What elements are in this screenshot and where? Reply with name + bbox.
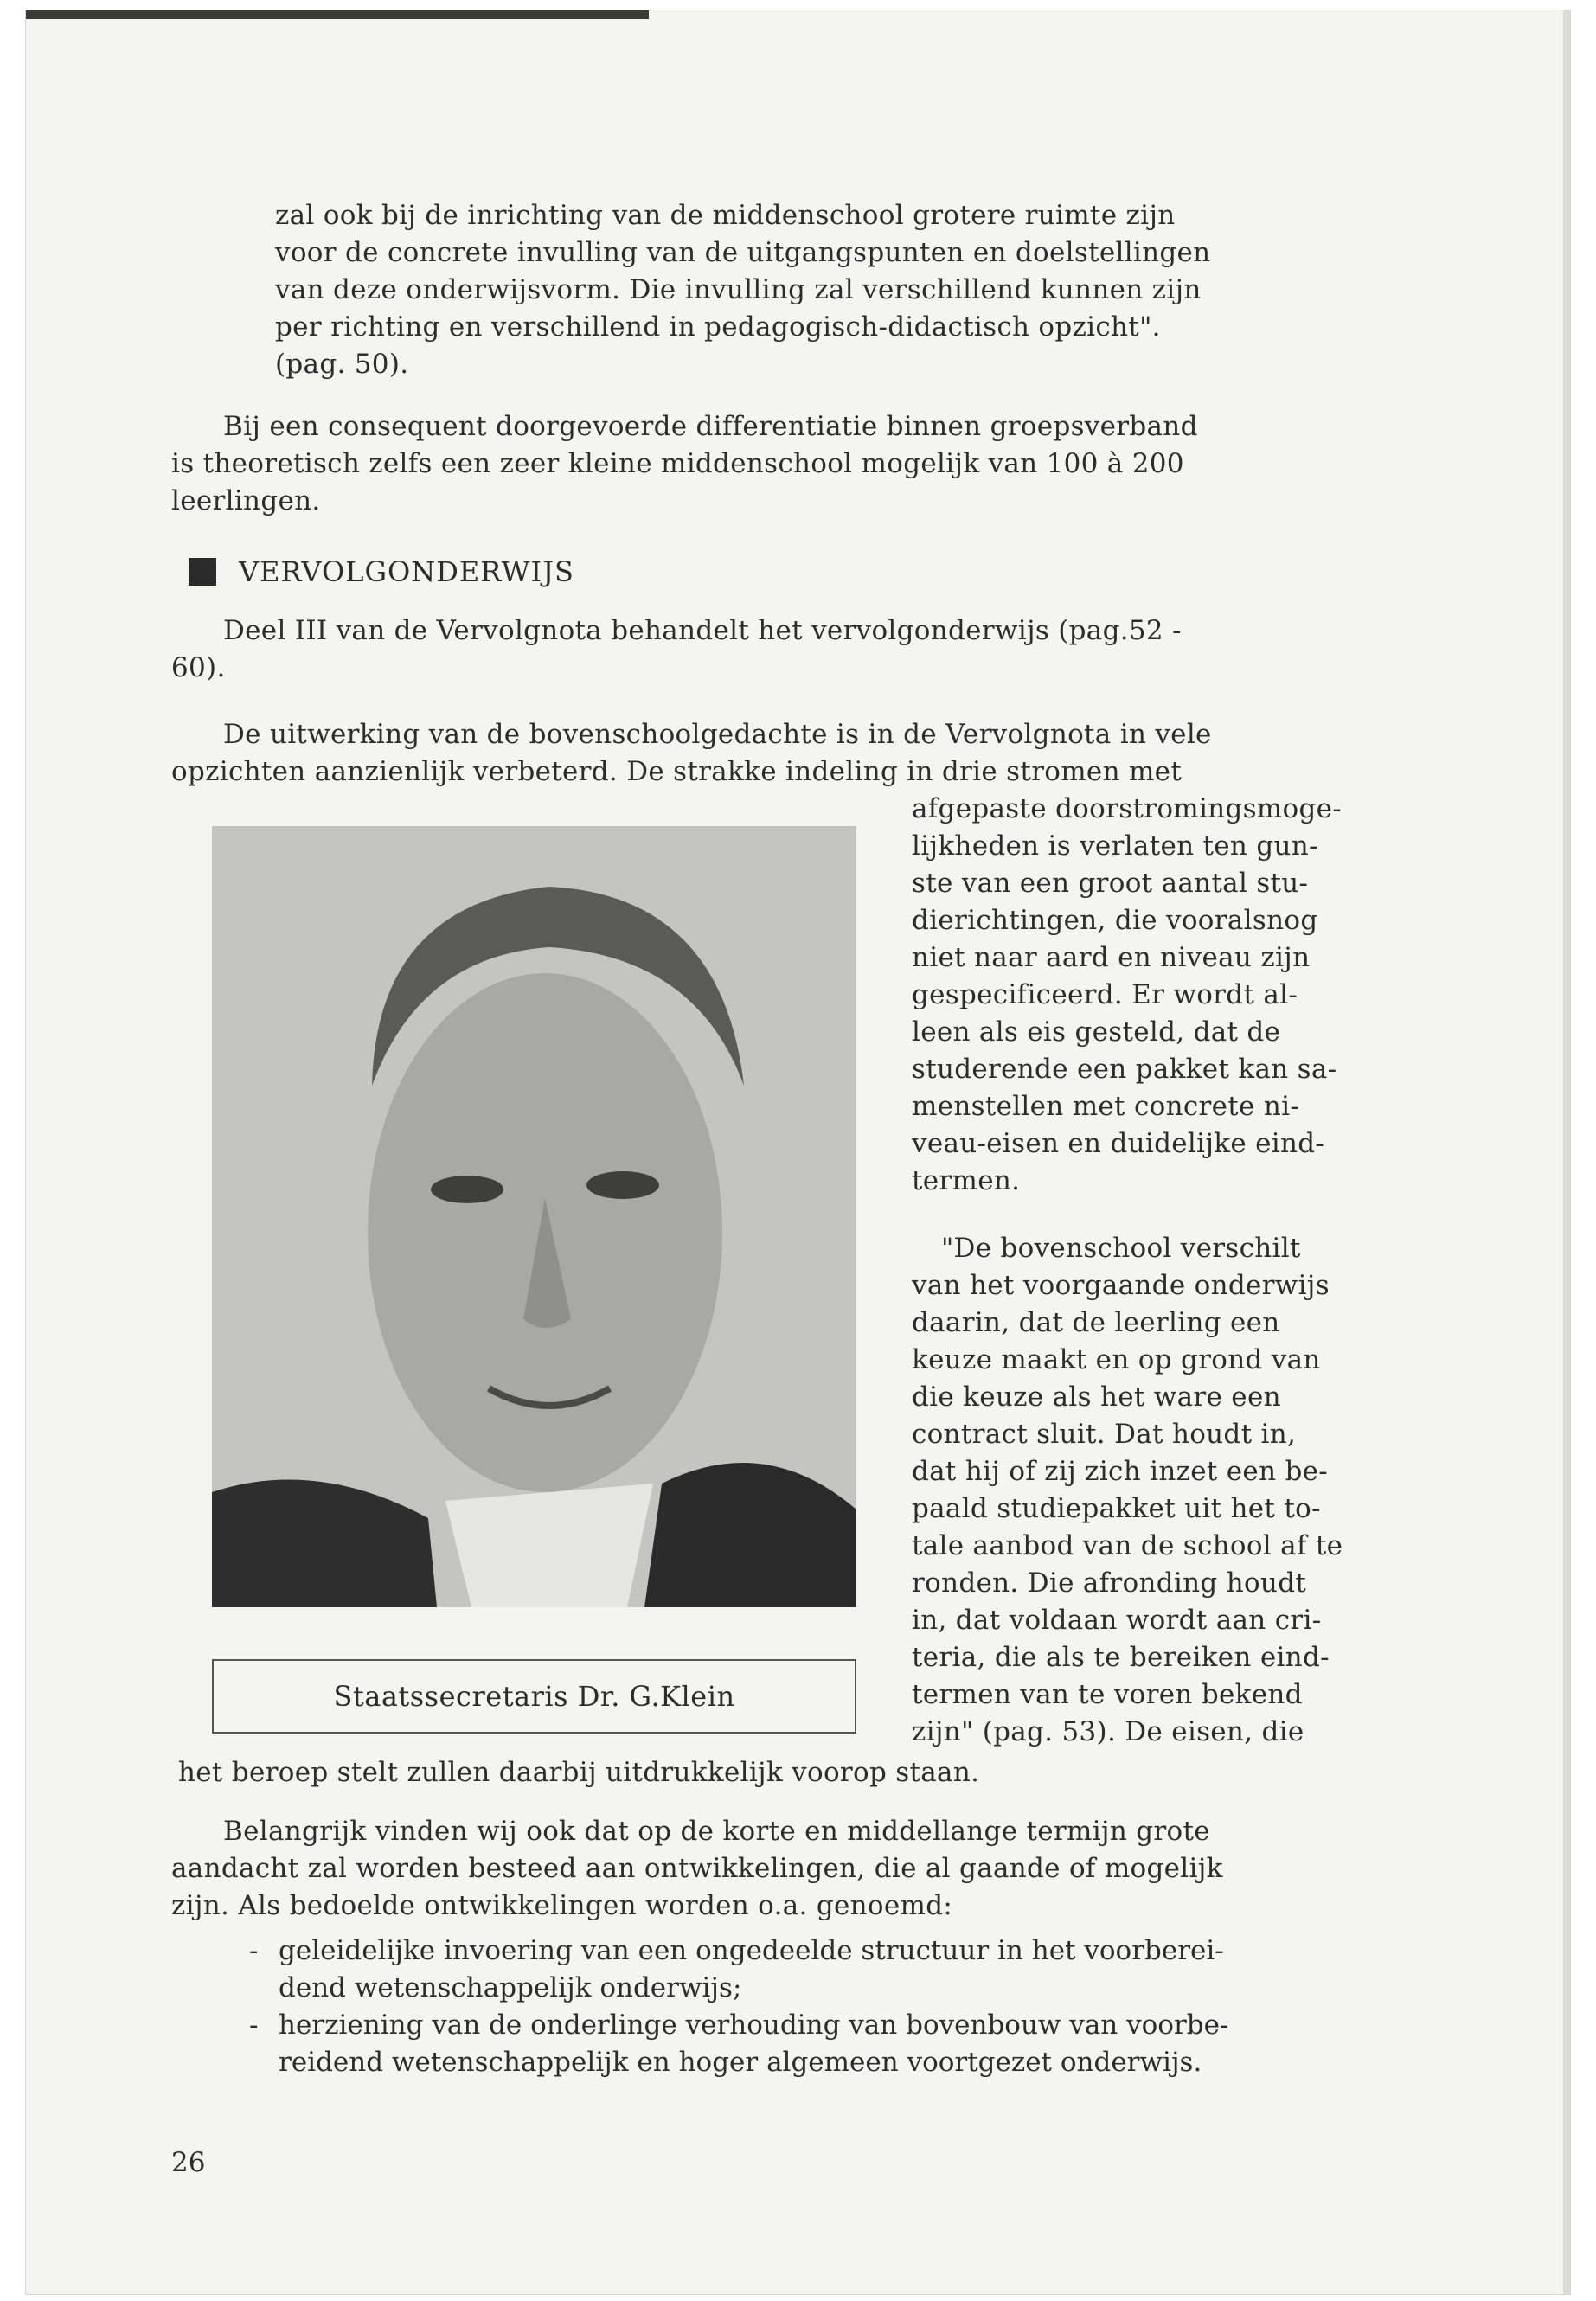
text-line: contract sluit. Dat houdt in, (912, 1419, 1297, 1450)
text-line: menstellen met concrete ni- (912, 1091, 1300, 1122)
text-line: termen. (912, 1165, 1021, 1196)
text-line: daarin, dat de leerling een (912, 1307, 1280, 1338)
paragraph-differentiatie (171, 408, 1486, 520)
text-line: gespecificeerd. Er wordt al- (912, 979, 1298, 1010)
intro-quote (275, 197, 1486, 383)
text-line: dend wetenschappelijk onderwijs; (279, 1972, 742, 2003)
text-line: per richting en verschillend in pedagogisch-didactisch opzicht". (275, 311, 1161, 343)
text-line: veau-eisen en duidelijke eind- (912, 1128, 1325, 1159)
text-line: De uitwerking van de bovenschoolgedachte is in de Vervolgnota in vele (223, 719, 1212, 750)
text-line: dat hij of zij zich inzet een be- (912, 1456, 1329, 1487)
photo-caption: Staatssecretaris Dr. G.Klein (212, 1659, 856, 1734)
text-line: niet naar aard en niveau zijn (912, 942, 1311, 973)
text-line: reidend wetenschappelijk en hoger algemeen voortgezet onderwijs. (279, 2047, 1202, 2078)
scan-edge-right (1563, 10, 1570, 2294)
text-line: "De bovenschool verschilt (941, 1233, 1301, 1264)
text-line: zal ook bij de inrichting van de middenschool grotere ruimte zijn (275, 200, 1176, 231)
text-line: teria, die als te bereiken eind- (912, 1642, 1330, 1673)
text-line: zijn" (pag. 53). De eisen, die (912, 1716, 1304, 1747)
text-line: leerlingen. (171, 485, 321, 516)
text-line: Belangrijk vinden wij ook dat op de korte en middellange termijn grote (223, 1816, 1210, 1847)
text-line: dierichtingen, die vooralsnog (912, 905, 1318, 936)
text-line: van deze onderwijsvorm. Die invulling zal verschillend kunnen zijn (275, 274, 1202, 305)
text-line: voor de concrete invulling van de uitgangspunten en doelstellingen (275, 237, 1211, 268)
square-bullet-icon (189, 558, 216, 586)
text-line: 60). (171, 652, 226, 683)
text-line: die keuze als het ware een (912, 1381, 1281, 1413)
page-number: 26 (171, 2147, 206, 2178)
text-line: keuze maakt en op grond van (912, 1344, 1321, 1375)
text-line: opzichten aanzienlijk verbeterd. De strakke indeling in drie stromen met (171, 756, 1183, 787)
text-line: Deel III van de Vervolgnota behandelt het vervolgonderwijs (pag.52 - (223, 615, 1182, 646)
document-page (26, 10, 1570, 2294)
heading-text: VERVOLGONDERWIJS (239, 555, 574, 588)
text-line: afgepaste doorstromingsmoge- (912, 793, 1343, 824)
text-line: geleidelijke invoering van een ongedeelde structuur in het voorberei- (279, 1935, 1224, 1966)
text-line: ronden. Die afronding houdt (912, 1567, 1307, 1599)
column-text (912, 791, 1483, 1200)
text-line: studerende een pakket kan sa- (912, 1054, 1337, 1085)
paragraph-bovenschool (171, 716, 1486, 791)
bullet-list (249, 1932, 1460, 2081)
text-line: (pag. 50). (275, 349, 409, 380)
text-line: van het voorgaande onderwijs (912, 1270, 1330, 1301)
portrait-illustration (212, 826, 856, 1607)
text-line: het beroep stelt zullen daarbij uitdrukkelijk voorop staan. (178, 1757, 980, 1788)
paragraph-ontwikkelingen (171, 1813, 1521, 1925)
portrait-photo (212, 826, 856, 1607)
text-line: paald studiepakket uit het to- (912, 1493, 1321, 1524)
text-line: Bij een consequent doorgevoerde differentiatie binnen groepsverband (223, 411, 1198, 442)
section-heading (189, 555, 574, 588)
list-item (249, 2007, 1460, 2081)
text-line: lijkheden is verlaten ten gun- (912, 830, 1318, 862)
text-line: termen van te voren bekend (912, 1679, 1303, 1710)
text-line: tale aanbod van de school af te (912, 1530, 1343, 1561)
text-line: zijn. Als bedoelde ontwikkelingen worden o.a. genoemd: (171, 1890, 953, 1921)
list-item (249, 1932, 1460, 2007)
text-line: in, dat voldaan wordt aan cri- (912, 1605, 1322, 1636)
text-line: herziening van de onderlinge verhouding van bovenbouw van voorbe- (279, 2009, 1229, 2041)
dash-marker: - (249, 2009, 259, 2041)
paragraph-deel-iii (171, 612, 1486, 687)
text-line: ste van een groot aantal stu- (912, 868, 1309, 899)
dash-marker: - (249, 1935, 259, 1966)
quote-column (912, 1230, 1483, 1751)
text-line: leen als eis gesteld, dat de (912, 1016, 1281, 1048)
text-line: is theoretisch zelfs een zeer kleine middenschool mogelijk van 100 à 200 (171, 448, 1184, 479)
text-line: aandacht zal worden besteed aan ontwikkelingen, die al gaande of mogelijk (171, 1853, 1223, 1884)
scan-edge (26, 10, 649, 19)
